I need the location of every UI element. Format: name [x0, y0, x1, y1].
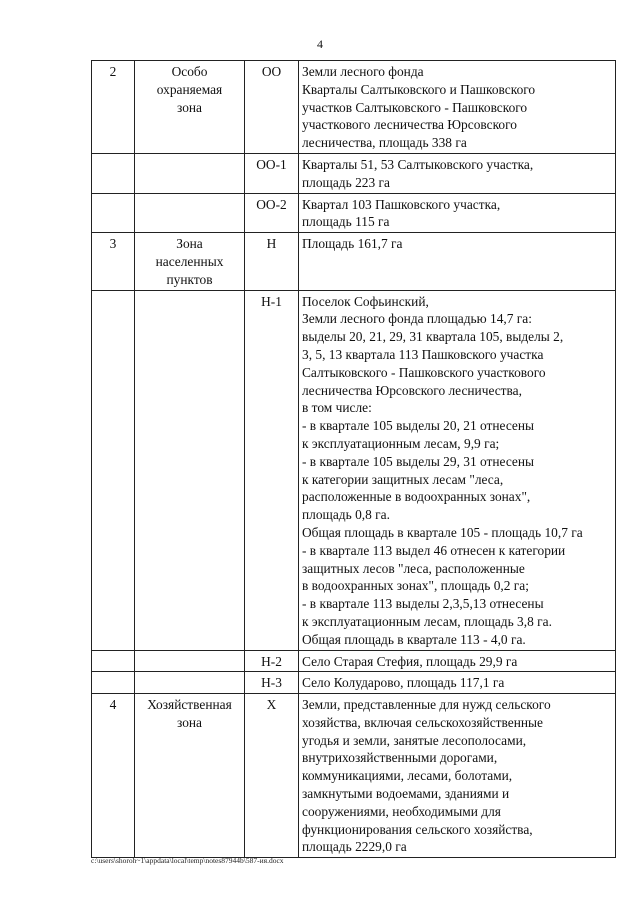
table-row	[92, 193, 616, 233]
zone-description-cell-line: Салтыковского - Пашковского участкового	[302, 364, 546, 380]
zone-description-cell-line: расположенные в водоохранных зонах",	[302, 489, 531, 505]
zone-name-cell	[135, 672, 245, 694]
table-row	[92, 233, 616, 290]
zone-code-cell: ОО-1	[245, 153, 299, 193]
table-row	[92, 694, 616, 858]
zone-name-cell-line: Хозяйственная	[147, 697, 232, 713]
zone-description-cell-line: угодья и земли, занятые лесополосами,	[302, 732, 527, 748]
zone-description-cell-line: выделы 20, 21, 29, 31 квартала 105, выделы 2,	[302, 329, 564, 345]
zone-name-cell	[135, 61, 245, 154]
zone-description-cell-line: Земли лесного фонда площадью 14,7 га:	[302, 311, 532, 327]
zone-code-cell: Н	[245, 233, 299, 290]
zone-description-cell-line: Общая площадь в квартале 105 - площадь 10,7 га	[302, 524, 583, 540]
zone-number-cell	[92, 290, 135, 650]
zone-number-cell	[92, 650, 135, 672]
zone-code-cell: Н-3	[245, 672, 299, 694]
zone-description-cell-line: - в квартале 113 выдел 46 отнесен к категории	[302, 542, 566, 558]
zone-description-cell-line: в том числе:	[302, 400, 372, 416]
zone-description-cell-line: площадь 223 га	[302, 174, 390, 190]
zone-name-cell-line: Особо	[171, 64, 208, 79]
zone-name-cell	[135, 153, 245, 193]
zone-name-cell-line: зона	[176, 714, 203, 730]
zone-name-cell	[135, 290, 245, 650]
table-row	[92, 153, 616, 193]
zone-description-cell	[299, 650, 616, 672]
zone-name-cell	[135, 650, 245, 672]
zone-description-cell-line: коммуникациями, лесами, болотами,	[302, 768, 513, 784]
zone-name-cell	[135, 233, 245, 290]
zone-name-cell-line: пунктов	[166, 271, 213, 287]
zone-description-cell-line: функционирования сельского хозяйства,	[302, 821, 533, 837]
zone-description-cell-line: Село Старая Стефия, площадь 29,9 га	[302, 653, 518, 669]
page-number: 4	[317, 37, 323, 51]
zone-name-cell	[135, 694, 245, 858]
zone-description-cell-line: замкнутыми водоемами, зданиями и	[302, 786, 510, 802]
zone-description-cell-line: участков Салтыковского - Пашковского	[302, 99, 528, 115]
zone-description-cell-line: Квартал 103 Пашковского участка,	[302, 196, 501, 212]
zone-description-cell	[299, 694, 616, 858]
zone-code-cell: Н-1	[245, 290, 299, 650]
zone-code-cell: Н-2	[245, 650, 299, 672]
zone-description-cell-line: хозяйства, включая сельскохозяйственные	[302, 714, 543, 730]
table-row	[92, 61, 616, 154]
zone-description-cell-line: участкового лесничества Юрсовского	[302, 117, 517, 133]
zone-description-cell-line: Общая площадь в квартале 113 - 4,0 га.	[302, 631, 526, 647]
zone-code-cell: ОО-2	[245, 193, 299, 233]
zone-description-cell-line: защитных лесов "леса, расположенные	[302, 560, 525, 576]
zone-name-cell-line: зона	[176, 99, 203, 115]
zone-description-cell-line: Кварталы Салтыковского и Пашковского	[302, 81, 536, 97]
zone-number-cell	[92, 672, 135, 694]
zone-description-cell	[299, 290, 616, 650]
zone-description-cell-line: к эксплуатационным лесам, площадь 3,8 га.	[302, 613, 552, 629]
zone-description-cell	[299, 153, 616, 193]
zone-code-cell: Х	[245, 694, 299, 858]
zone-name-cell	[135, 193, 245, 233]
file-path-footer: c:\users\shoroh~1\appdata\local\temp\notes87944b\587-ия.docx	[91, 856, 284, 865]
zone-number-cell: 2	[92, 61, 135, 154]
zone-description-cell-line: лесничества, площадь 338 га	[302, 135, 467, 151]
zone-description-cell-line: - в квартале 105 выделы 20, 21 отнесены	[302, 418, 535, 434]
zone-description-cell-line: площадь 2229,0 га	[302, 839, 407, 855]
zone-code-cell: ОО	[245, 61, 299, 154]
table-row	[92, 290, 616, 650]
zone-number-cell	[92, 193, 135, 233]
zone-description-cell-line: площадь 115 га	[302, 214, 390, 230]
zone-description-cell-line: Земли, представленные для нужд сельского	[302, 697, 551, 713]
zone-description-cell-line: в водоохранных зонах", площадь 0,2 га;	[302, 578, 529, 594]
zones-table	[91, 60, 616, 858]
zone-description-cell	[299, 61, 616, 154]
zone-name-cell-line: населенных	[155, 253, 224, 269]
zone-description-cell	[299, 233, 616, 290]
zone-description-cell-line: к категории защитных лесам "леса,	[302, 471, 504, 487]
zone-description-cell-line: Кварталы 51, 53 Салтыковского участка,	[302, 156, 534, 172]
zone-description-cell-line: Земли лесного фонда	[302, 64, 424, 79]
zone-description-cell	[299, 672, 616, 694]
zone-description-cell-line: к эксплуатационным лесам, 9,9 га;	[302, 435, 500, 451]
zone-description-cell-line: лесничества Юрсовского лесничества,	[302, 382, 522, 398]
zone-description-cell-line: площадь 0,8 га.	[302, 507, 390, 523]
table-row	[92, 650, 616, 672]
zone-name-cell-line: Зона	[176, 236, 203, 252]
zone-number-cell: 4	[92, 694, 135, 858]
zone-description-cell-line: - в квартале 105 выделы 29, 31 отнесены	[302, 453, 535, 469]
zone-description-cell	[299, 193, 616, 233]
zone-description-cell-line: Поселок Софьинский,	[302, 293, 429, 309]
zone-number-cell	[92, 153, 135, 193]
zone-description-cell-line: Село Колударово, площадь 117,1 га	[302, 675, 505, 691]
zone-number-cell: 3	[92, 233, 135, 290]
zone-description-cell-line: внутрихозяйственными дорогами,	[302, 750, 498, 766]
zone-description-cell-line: сооружениями, необходимыми для	[302, 803, 501, 819]
zone-description-cell-line: 3, 5, 13 квартала 113 Пашковского участка	[302, 346, 544, 362]
zone-name-cell-line: охраняемая	[156, 81, 223, 97]
zone-description-cell-line: Площадь 161,7 га	[302, 236, 403, 252]
table-row	[92, 672, 616, 694]
zone-description-cell-line: - в квартале 113 выделы 2,3,5,13 отнесены	[302, 596, 544, 612]
